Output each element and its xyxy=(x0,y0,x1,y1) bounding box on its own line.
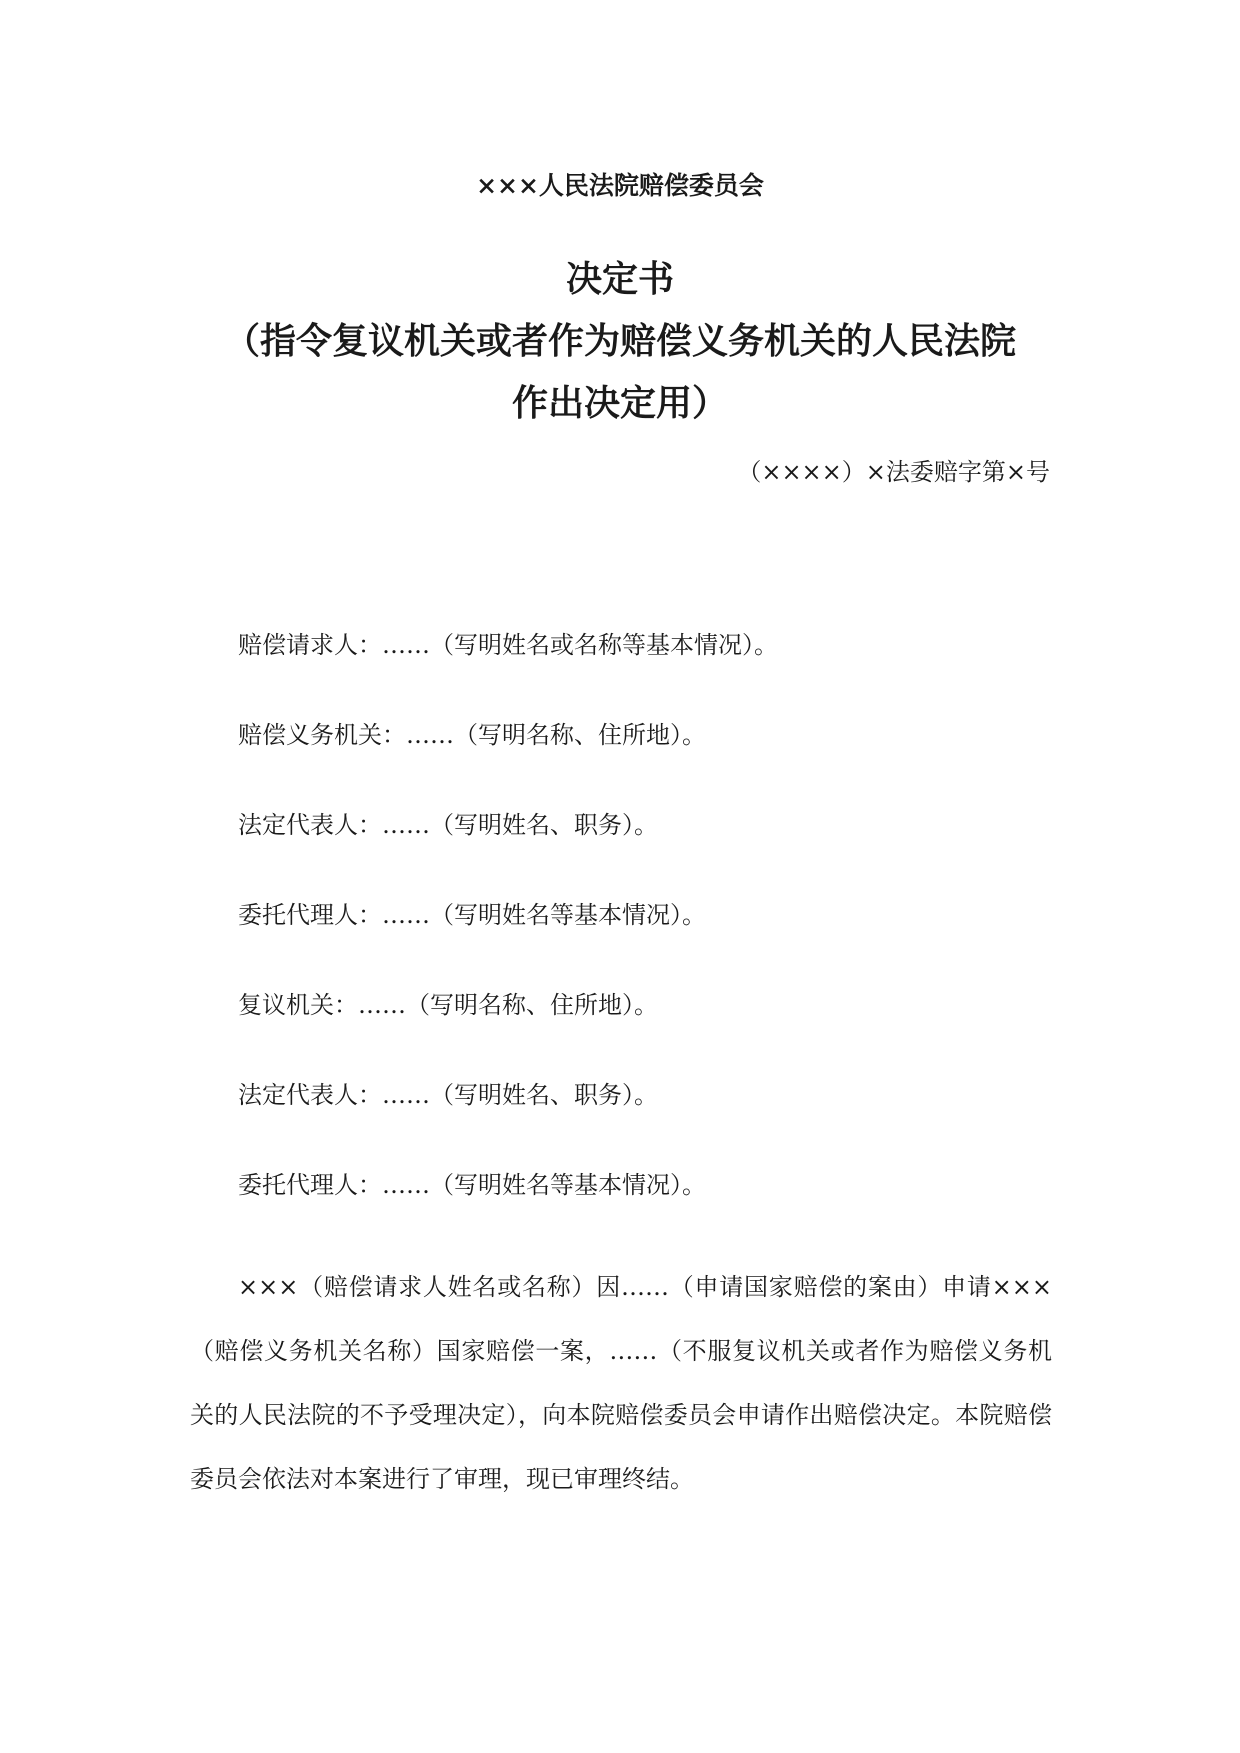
party-list xyxy=(238,630,778,1260)
party-review-organ: 复议机关：……（写明名称、住所地）。 xyxy=(238,991,658,1019)
party-legal-representative: 法定代表人：……（写明姓名、职务）。 xyxy=(238,811,658,839)
party-obligor-organ: 赔偿义务机关：……（写明名称、住所地）。 xyxy=(238,721,706,749)
party-legal-representative: 法定代表人：……（写明姓名、职务）。 xyxy=(238,1081,658,1109)
title-line: 作出决定用） xyxy=(511,382,728,424)
party-agent: 委托代理人：……（写明姓名等基本情况）。 xyxy=(238,1171,706,1199)
title-line: 决定书 xyxy=(565,258,674,300)
document-title xyxy=(190,248,1050,434)
case-number: （××××）×法委赔字第×号 xyxy=(737,458,1050,486)
title-line: （指令复议机关或者作为赔偿义务机关的人民法院 xyxy=(223,320,1016,362)
court-name: ×××人民法院赔偿委员会 xyxy=(476,171,764,200)
party-agent: 委托代理人：……（写明姓名等基本情况）。 xyxy=(238,901,706,929)
body-paragraph: ×××（赔偿请求人姓名或名称）因……（申请国家赔偿的案由）申请×××（赔偿义务机关名称）国家赔偿一案，……（不服复议机关或者作为赔偿义务机关的人民法院的不予受理决定），向本院赔偿委员会申请作出赔偿决定。本院赔偿委员会依法对本案进行了审理，现已审理终结。 xyxy=(190,1273,1052,1493)
party-claimant: 赔偿请求人：……（写明姓名或名称等基本情况）。 xyxy=(238,631,778,659)
